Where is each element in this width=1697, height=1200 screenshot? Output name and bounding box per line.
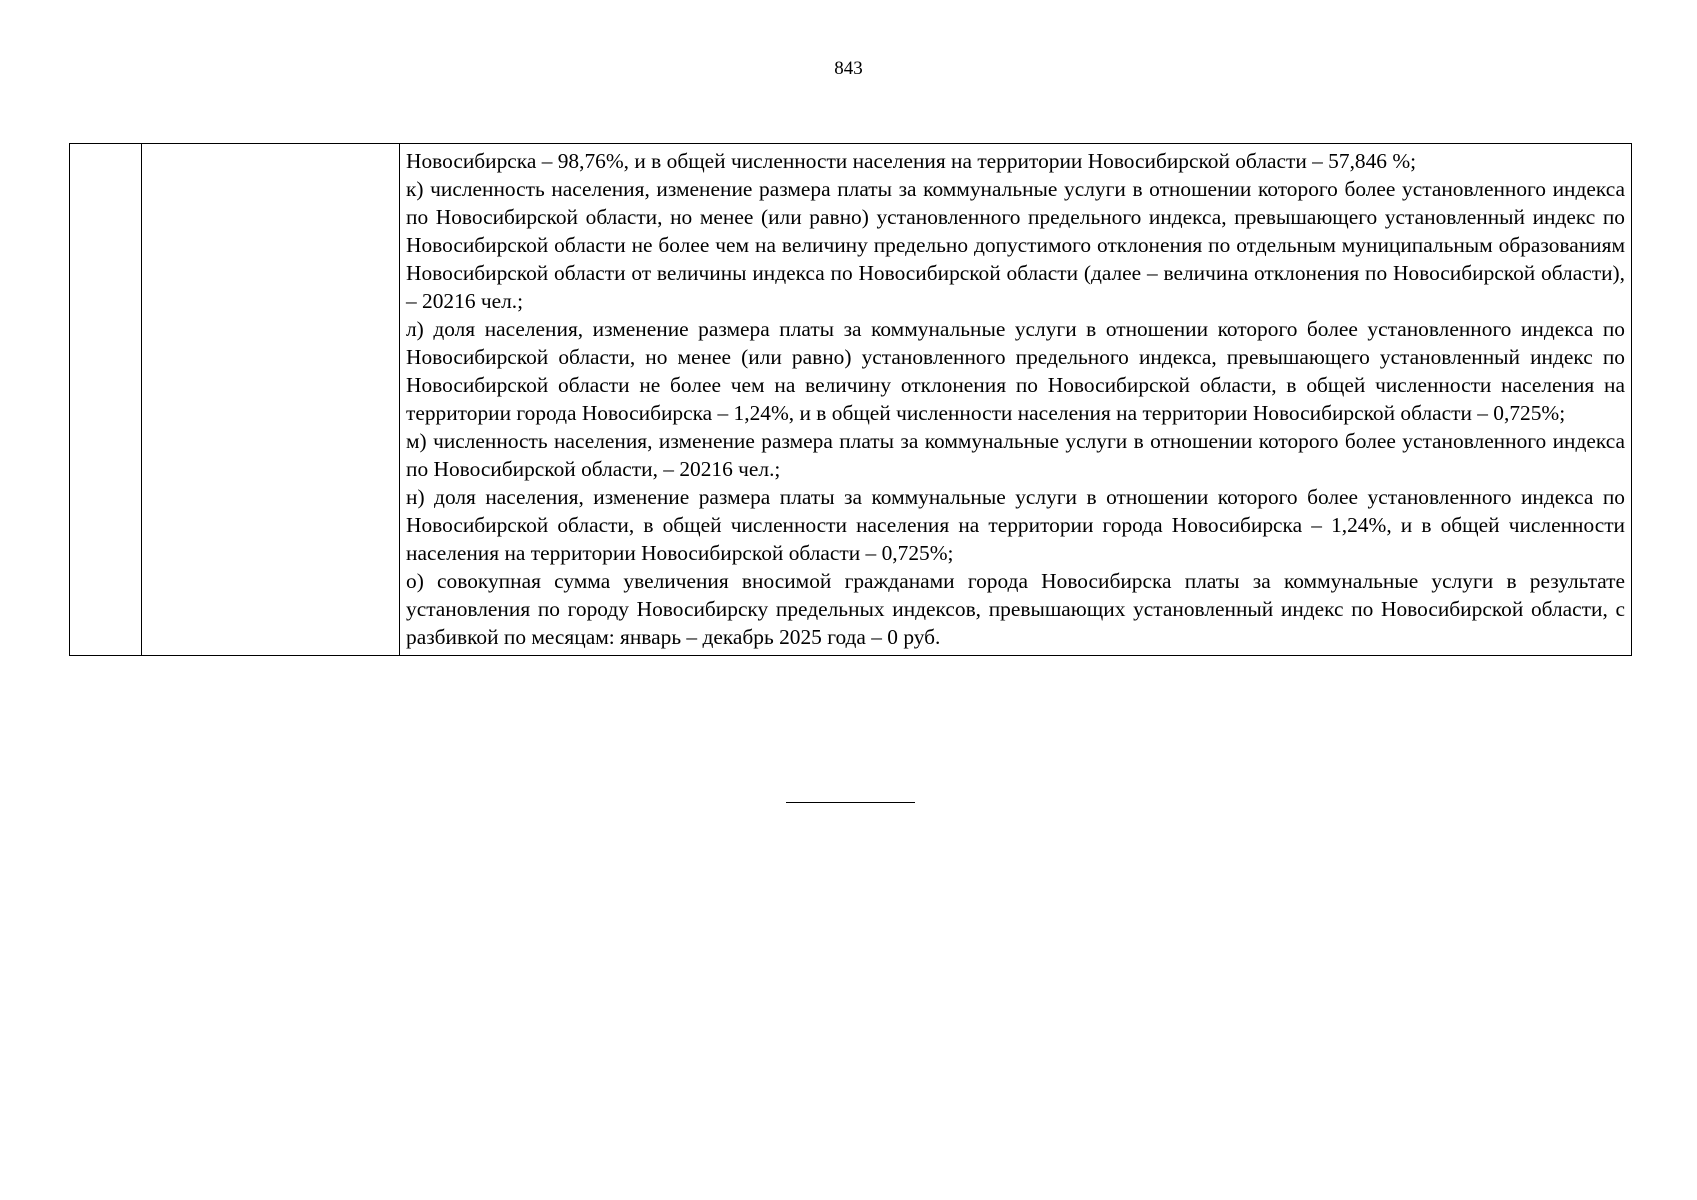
page-number: 843 bbox=[834, 58, 863, 79]
end-divider bbox=[786, 802, 915, 803]
paragraph-item-n: н) доля населения, изменение размера платы за коммунальные услуги в отношении которого более установленного индекса по Новосибирской области, в общей численности населения на территории города Новосибирска – 1,24%, и в общей численности населения на территории Новосибирской области – 0,725%; bbox=[406, 485, 1625, 565]
paragraph-item-m: м) численность населения, изменение размера платы за коммунальные услуги в отношении которого более установленного индекса по Новосибирской области, – 20216 чел.; bbox=[406, 429, 1625, 481]
table-row bbox=[70, 144, 1632, 656]
paragraph-item-l: л) доля населения, изменение размера платы за коммунальные услуги в отношении которого более установленного индекса по Новосибирской области, но менее (или равно) установленного предельного индекса, превышающего установленный индекс по Новосибирской области не более чем на величину отклонения по Новосибирской области, в общей численности населения на территории города Новосибирска – 1,24%, и в общей численности населения на территории Новосибирской области – 0,725%; bbox=[406, 317, 1625, 425]
table-cell-content bbox=[400, 144, 1632, 656]
table-cell-name bbox=[142, 144, 400, 656]
table-cell-number bbox=[70, 144, 142, 656]
paragraph-item-o: о) совокупная сумма увеличения вносимой гражданами города Новосибирска платы за коммунальные услуги в результате установления по городу Новосибирску предельных индексов, превышающих установленный индекс по Новосибирской области, с разбивкой по месяцам: январь – декабрь 2025 года – 0 руб. bbox=[406, 569, 1625, 649]
paragraph-item-k: к) численность населения, изменение размера платы за коммунальные услуги в отношении которого более установленного индекса по Новосибирской области, но менее (или равно) установленного предельного индекса, превышающего установленный индекс по Новосибирской области не более чем на величину предельно допустимого отклонения по отдельным муниципальным образованиям Новосибирской области от величины индекса по Новосибирской области (далее – величина отклонения по Новосибирской области), – 20216 чел.; bbox=[406, 177, 1625, 313]
paragraph-continuation: Новосибирска – 98,76%, и в общей численности населения на территории Новосибирской области – 57,846 %; bbox=[406, 149, 1417, 173]
document-table bbox=[69, 143, 1632, 656]
